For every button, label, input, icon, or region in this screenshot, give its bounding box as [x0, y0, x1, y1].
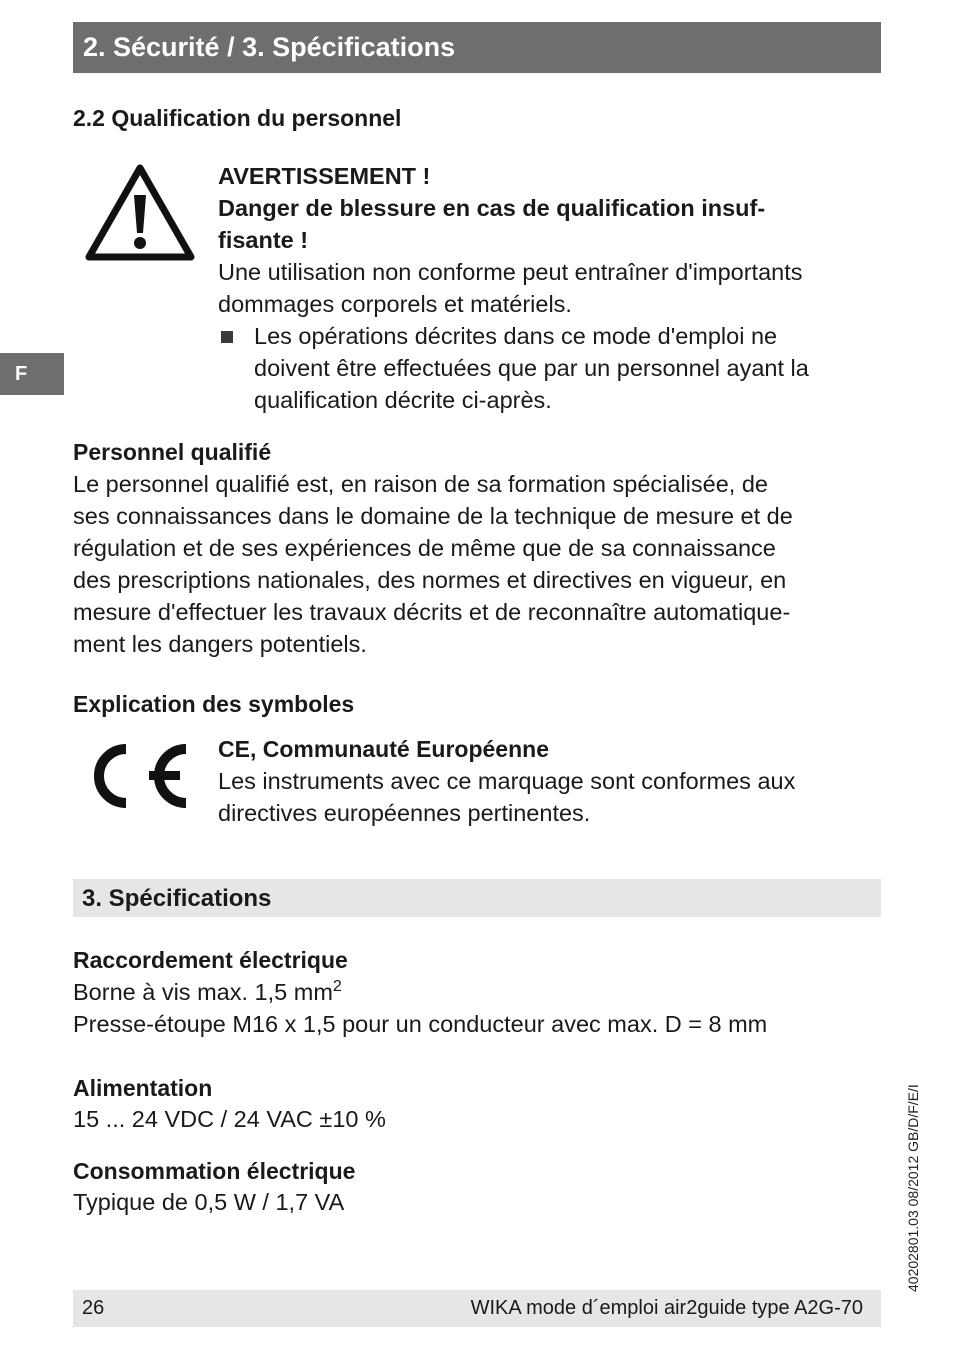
language-tab — [0, 353, 64, 395]
qualified-personnel-line-6: ment les dangers potentiels. — [73, 631, 367, 657]
language-tab-label: F — [15, 363, 28, 385]
warning-bullet-line-3: qualification décrite ci-après. — [254, 387, 552, 413]
specifications-heading: 3. Spécifications — [82, 885, 272, 912]
page-header — [73, 22, 881, 73]
section-heading-qualification: 2.2 Qualification du personnel — [73, 105, 402, 131]
warning-bullet — [218, 320, 868, 416]
page-title: 2. Sécurité / 3. Spécifications — [83, 32, 456, 62]
warning-title-line-2: fisante ! — [218, 227, 309, 253]
footer-document-title: WIKA mode d´emploi air2guide type A2G-70 — [470, 1297, 863, 1319]
ce-line-2: directives européennes pertinentes. — [218, 800, 591, 826]
warning-bullet-line-1: Les opérations décrites dans ce mode d'emploi ne — [254, 323, 778, 349]
qualified-personnel-line-1: Le personnel qualifié est, en raison de sa formation spécialisée, de — [73, 471, 768, 497]
squared-superscript: 2 — [332, 978, 342, 996]
electrical-connection-line-2: Presse-étoupe M16 x 1,5 pour un conducteur avec max. D = 8 mm — [73, 1011, 768, 1037]
power-consumption-section — [73, 1155, 873, 1217]
symbols-heading: Explication des symboles — [73, 691, 355, 717]
warning-bullet-line-2: doivent être effectuées que par un personnel ayant la — [254, 355, 809, 381]
warning-title-line-1: Danger de blessure en cas de qualification insuf- — [218, 195, 766, 221]
qualified-personnel-line-3: régulation et de ses expériences de même que de sa connaissance — [73, 535, 776, 561]
warning-body-line-2: dommages corporels et matériels. — [218, 291, 572, 317]
power-supply-heading: Alimentation — [73, 1075, 213, 1101]
ce-mark-icon — [85, 740, 191, 812]
document-code: 40202801.03 08/2012 GB/D/F/E/I — [905, 1084, 921, 1292]
bullet-square-icon — [221, 331, 233, 343]
power-consumption-heading: Consommation électrique — [73, 1158, 356, 1184]
power-supply-section — [73, 1072, 873, 1134]
warning-block — [218, 160, 868, 416]
terminal-text: Borne à vis max. 1,5 mm — [73, 979, 333, 1005]
warning-triangle-icon — [85, 163, 195, 261]
qualified-personnel-heading: Personnel qualifié — [73, 439, 272, 465]
qualified-personnel-line-4: des prescriptions nationales, des normes et directives en vigueur, en — [73, 567, 787, 593]
qualified-personnel-line-5: mesure d'effectuer les travaux décrits et de reconnaître automatique- — [73, 599, 791, 625]
electrical-connection-heading: Raccordement électrique — [73, 947, 348, 973]
qualified-personnel-section — [73, 436, 873, 660]
warning-label: AVERTISSEMENT ! — [218, 163, 431, 189]
ce-title: CE, Communauté Européenne — [218, 736, 549, 762]
qualified-personnel-line-2: ses connaissances dans le domaine de la technique de mesure et de — [73, 503, 793, 529]
warning-body-line-1: Une utilisation non conforme peut entraîner d'importants — [218, 259, 803, 285]
electrical-connection-line-1 — [73, 976, 873, 1008]
electrical-connection-section — [73, 944, 873, 1040]
power-supply-value: 15 ... 24 VDC / 24 VAC ±10 % — [73, 1106, 386, 1132]
page-footer — [73, 1290, 881, 1327]
ce-line-1: Les instruments avec ce marquage sont conformes aux — [218, 768, 796, 794]
power-consumption-value: Typique de 0,5 W / 1,7 VA — [73, 1189, 345, 1215]
ce-description — [218, 733, 868, 829]
page-number: 26 — [82, 1297, 105, 1319]
specifications-section-bar — [73, 879, 881, 917]
